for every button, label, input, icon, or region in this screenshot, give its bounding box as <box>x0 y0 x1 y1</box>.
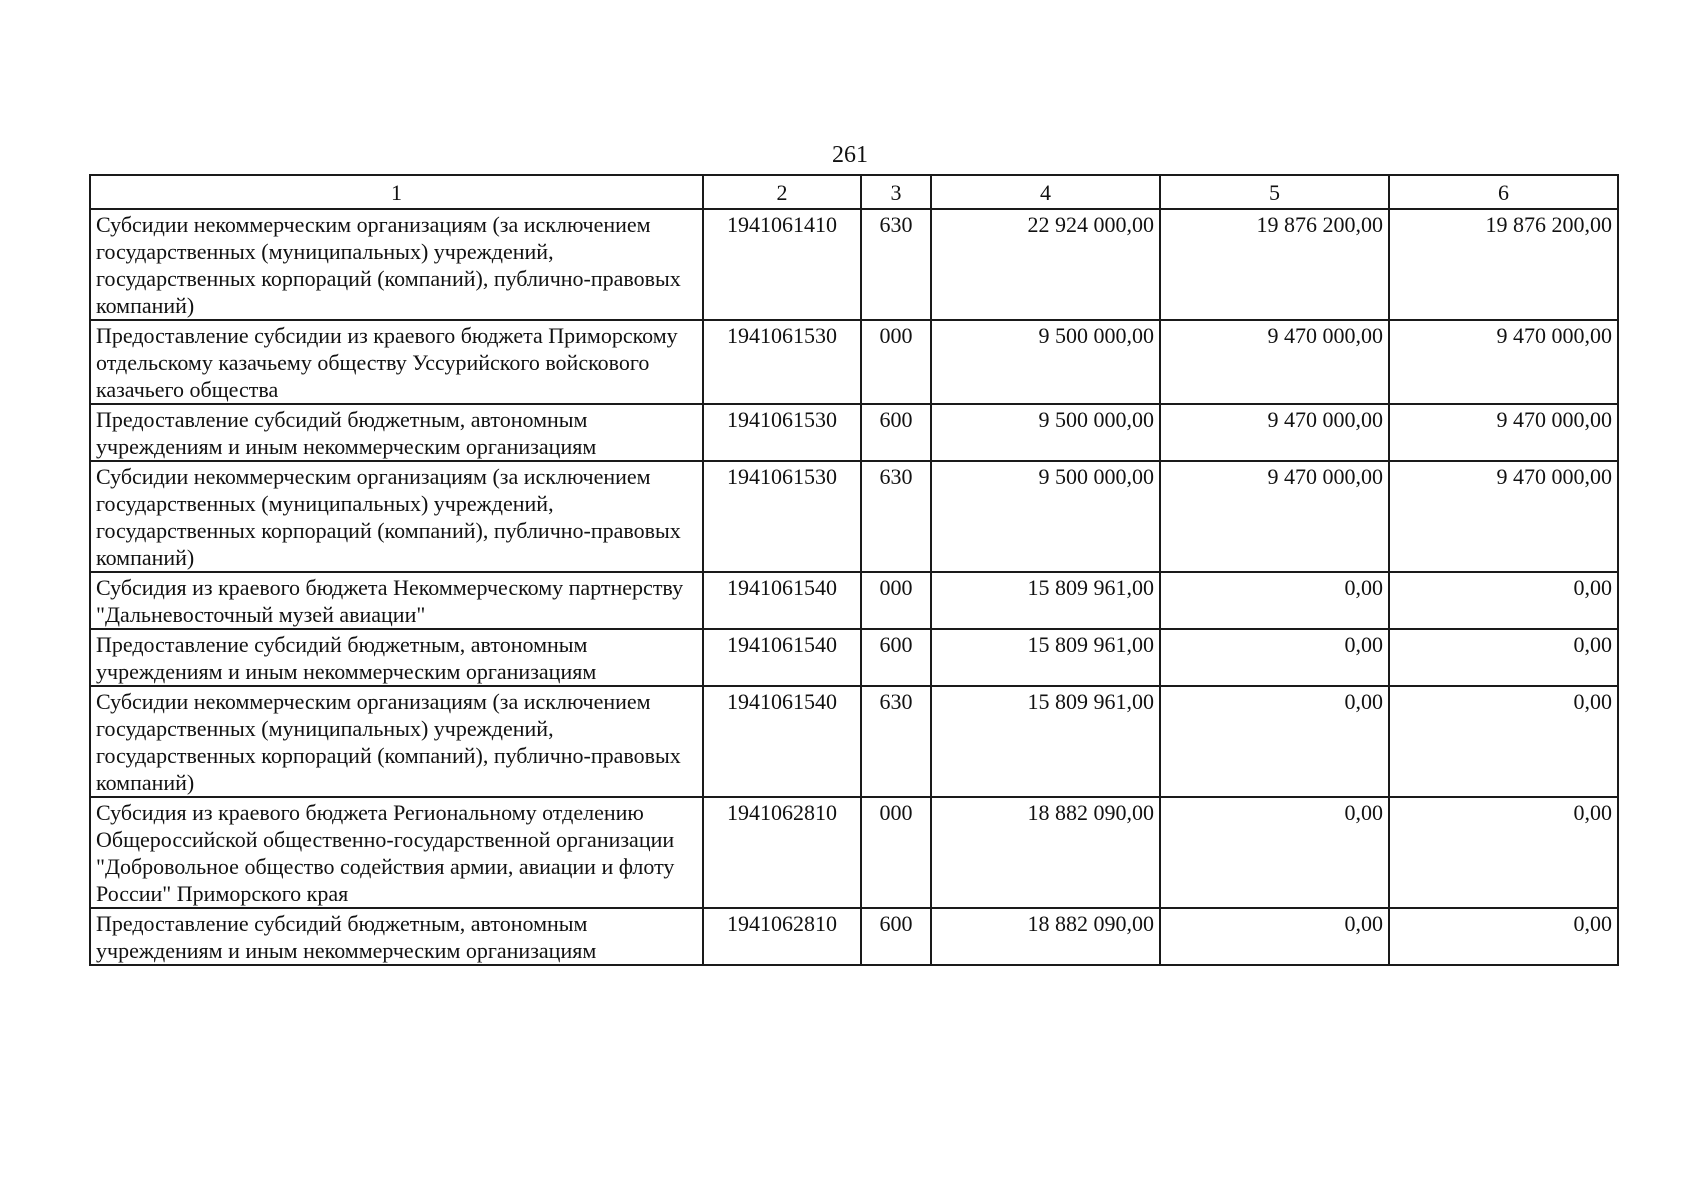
table-row <box>90 209 1618 320</box>
row-target-code: 1941061530 <box>703 404 861 461</box>
row-amount-col5: 0,00 <box>1160 686 1389 797</box>
row-amount-col6: 9 470 000,00 <box>1389 404 1618 461</box>
row-amount-col6: 0,00 <box>1389 629 1618 686</box>
row-name: Субсидия из краевого бюджета Некоммерческому партнерству "Дальневосточный музей авиации" <box>90 572 703 629</box>
row-amount-col6: 0,00 <box>1389 908 1618 965</box>
row-amount-col4: 18 882 090,00 <box>931 797 1160 908</box>
row-name: Предоставление субсидий бюджетным, автономным учреждениям и иным некоммерческим организациям <box>90 908 703 965</box>
row-name: Предоставление субсидий бюджетным, автономным учреждениям и иным некоммерческим организациям <box>90 404 703 461</box>
row-expense-type: 600 <box>861 629 931 686</box>
row-amount-col4: 15 809 961,00 <box>931 572 1160 629</box>
row-amount-col5: 0,00 <box>1160 908 1389 965</box>
row-target-code: 1941061540 <box>703 572 861 629</box>
table-row <box>90 320 1618 404</box>
row-target-code: 1941061530 <box>703 461 861 572</box>
row-name: Предоставление субсидии из краевого бюджета Приморскому отдельскому казачьему обществу Уссурийского войскового казачьего общества <box>90 320 703 404</box>
row-target-code: 1941061410 <box>703 209 861 320</box>
row-amount-col4: 15 809 961,00 <box>931 686 1160 797</box>
row-amount-col6: 19 876 200,00 <box>1389 209 1618 320</box>
row-expense-type: 000 <box>861 797 931 908</box>
row-amount-col6: 9 470 000,00 <box>1389 320 1618 404</box>
row-target-code: 1941062810 <box>703 797 861 908</box>
column-header-4: 4 <box>931 175 1160 209</box>
row-amount-col6: 0,00 <box>1389 572 1618 629</box>
table-row <box>90 686 1618 797</box>
row-amount-col5: 9 470 000,00 <box>1160 320 1389 404</box>
budget-table <box>89 174 1619 966</box>
row-name: Субсидия из краевого бюджета Региональному отделению Общероссийской общественно-государственной организации "Добровольное общество содействия армии, авиации и флоту России" Приморского края <box>90 797 703 908</box>
row-target-code: 1941061530 <box>703 320 861 404</box>
column-header-1: 1 <box>90 175 703 209</box>
table-row <box>90 629 1618 686</box>
column-header-5: 5 <box>1160 175 1389 209</box>
row-amount-col4: 18 882 090,00 <box>931 908 1160 965</box>
row-target-code: 1941062810 <box>703 908 861 965</box>
row-name: Субсидии некоммерческим организациям (за исключением государственных (муниципальных) учреждений, государственных корпораций (компаний), публично-правовых компаний) <box>90 686 703 797</box>
row-expense-type: 630 <box>861 461 931 572</box>
row-expense-type: 000 <box>861 320 931 404</box>
header-row <box>90 175 1618 209</box>
table-row <box>90 572 1618 629</box>
page-number: 261 <box>832 142 868 168</box>
row-amount-col4: 9 500 000,00 <box>931 320 1160 404</box>
column-header-2: 2 <box>703 175 861 209</box>
row-target-code: 1941061540 <box>703 686 861 797</box>
row-amount-col5: 19 876 200,00 <box>1160 209 1389 320</box>
row-amount-col4: 22 924 000,00 <box>931 209 1160 320</box>
row-expense-type: 000 <box>861 572 931 629</box>
row-amount-col4: 9 500 000,00 <box>931 461 1160 572</box>
row-expense-type: 630 <box>861 686 931 797</box>
column-header-6: 6 <box>1389 175 1618 209</box>
row-amount-col5: 0,00 <box>1160 797 1389 908</box>
column-header-3: 3 <box>861 175 931 209</box>
table-row <box>90 404 1618 461</box>
row-name: Предоставление субсидий бюджетным, автономным учреждениям и иным некоммерческим организациям <box>90 629 703 686</box>
row-amount-col4: 9 500 000,00 <box>931 404 1160 461</box>
row-amount-col5: 0,00 <box>1160 572 1389 629</box>
row-amount-col5: 0,00 <box>1160 629 1389 686</box>
row-amount-col4: 15 809 961,00 <box>931 629 1160 686</box>
row-amount-col5: 9 470 000,00 <box>1160 461 1389 572</box>
table-row <box>90 797 1618 908</box>
row-amount-col6: 9 470 000,00 <box>1389 461 1618 572</box>
row-name: Субсидии некоммерческим организациям (за исключением государственных (муниципальных) учреждений, государственных корпораций (компаний), публично-правовых компаний) <box>90 461 703 572</box>
row-amount-col6: 0,00 <box>1389 686 1618 797</box>
row-expense-type: 630 <box>861 209 931 320</box>
row-expense-type: 600 <box>861 404 931 461</box>
row-amount-col6: 0,00 <box>1389 797 1618 908</box>
row-target-code: 1941061540 <box>703 629 861 686</box>
row-name: Субсидии некоммерческим организациям (за исключением государственных (муниципальных) учреждений, государственных корпораций (компаний), публично-правовых компаний) <box>90 209 703 320</box>
row-amount-col5: 9 470 000,00 <box>1160 404 1389 461</box>
table-row <box>90 461 1618 572</box>
row-expense-type: 600 <box>861 908 931 965</box>
table-row <box>90 908 1618 965</box>
